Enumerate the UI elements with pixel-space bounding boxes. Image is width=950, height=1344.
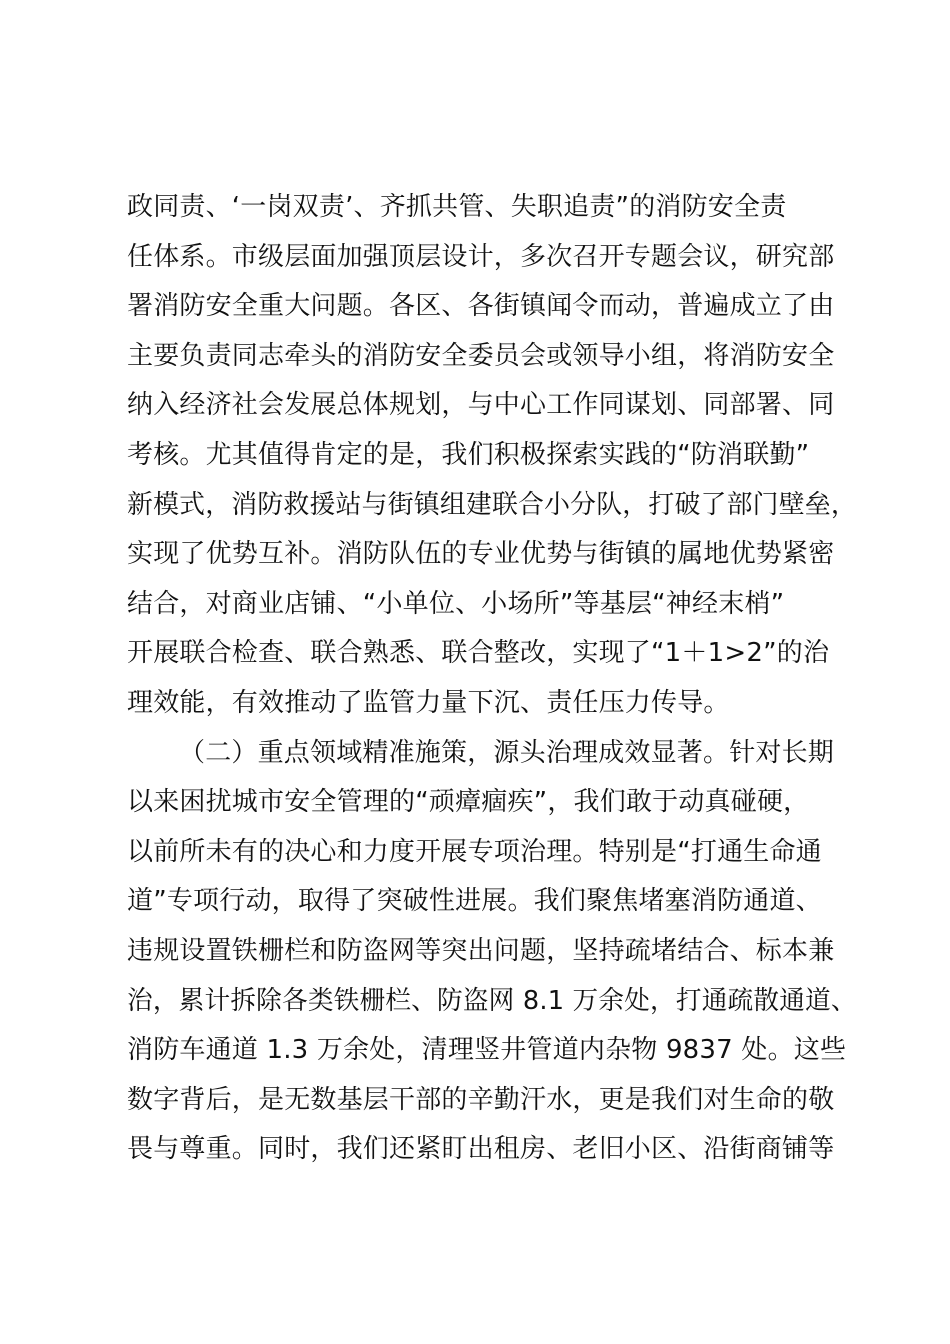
text-line: 畏与尊重。同时，我们还紧盯出租房、老旧小区、沿街商铺等: [127, 1134, 835, 1165]
text-line: 治，累计拆除各类铁栅栏、防盗网 8.1 万余处，打通疏散通道、: [127, 985, 857, 1016]
text-line: 违规设置铁栅栏和防盗网等突出问题，坚持疏堵结合、标本兼: [127, 935, 835, 966]
text-line: 政同责、‘一岗双责’、齐抓共管、失职追责”的消防安全责: [127, 192, 787, 222]
section-heading-line: （二）重点领域精准施策，源头治理成效显著。针对长期: [179, 737, 835, 768]
text-line: 数字背后，是无数基层干部的辛勤汗水，更是我们对生命的敬: [127, 1084, 835, 1115]
text-line: 消防车通道 1.3 万余处，清理竖井管道内杂物 9837 处。这些: [127, 1035, 847, 1066]
text-line: 主要负责同志牵头的消防安全委员会或领导小组，将消防安全: [127, 340, 835, 371]
text-line: 以来困扰城市安全管理的“顽瘴痼疾”，我们敢于动真碰硬，: [127, 787, 810, 818]
text-line: 新模式，消防救援站与街镇组建联合小分队，打破了部门壁垒，: [127, 489, 857, 520]
text-line: 署消防安全重大问题。各区、各街镇闻令而动，普遍成立了由: [127, 291, 835, 322]
body-text: [127, 183, 857, 1175]
text-line: 开展联合检查、联合熟悉、联合整改，实现了“1＋1>2”的治: [127, 638, 830, 669]
text-line: 实现了优势互补。消防队伍的专业优势与街镇的属地优势紧密: [127, 539, 835, 570]
text-line: 理效能，有效推动了监管力量下沉、责任压力传导。: [127, 687, 730, 718]
text-line: 任体系。市级层面加强顶层设计，多次召开专题会议，研究部: [127, 241, 835, 272]
text-line: 结合，对商业店铺、“小单位、小场所”等基层“神经末梢”: [127, 588, 785, 619]
text-line: 考核。尤其值得肯定的是，我们积极探索实践的“防消联勤”: [127, 439, 810, 470]
text-line: 纳入经济社会发展总体规划，与中心工作同谋划、同部署、同: [127, 390, 835, 421]
text-line: 以前所未有的决心和力度开展专项治理。特别是“打通生命通: [127, 836, 822, 867]
text-line: 道”专项行动，取得了突破性进展。我们聚焦堵塞消防通道、: [127, 886, 822, 917]
